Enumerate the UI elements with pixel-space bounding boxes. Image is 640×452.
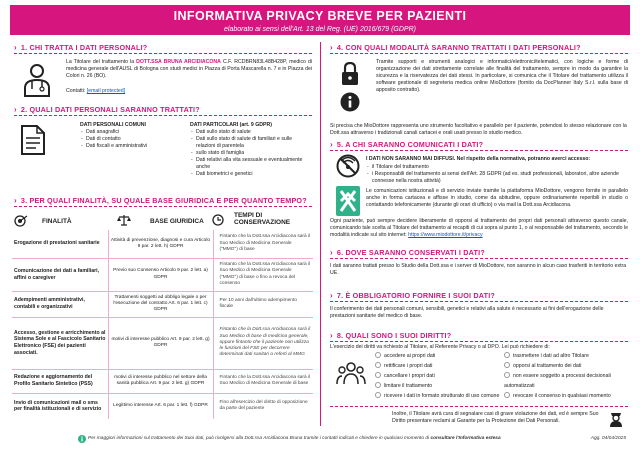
section-5-heading: › 5. A CHI SARANNO COMUNICATI I DATI?	[330, 140, 484, 149]
common-data-title: DATI PERSONALI COMUNI	[80, 122, 146, 128]
doctor-icon	[22, 62, 52, 98]
col-base-header: BASE GIURIDICA	[150, 218, 204, 225]
list-item: - Dati biometrici e genetici	[190, 171, 308, 178]
contacts-line: Contatti: [email protected]	[66, 88, 126, 94]
section-8-lead: L'esercizio dei diritti va richiesto al Titolare, al Referente Privacy o al DPO. Lei può richiedere di:	[330, 344, 550, 350]
section-8-final: Inoltre, il Titolare avrà cura di segnalare casi di grave violazione dei dati, ed è sempre Suo Diritto presentare reclami al Garante per la Protezione dei Dati Personali.	[392, 411, 599, 425]
info-circle-icon	[78, 435, 86, 443]
column-divider	[320, 42, 321, 426]
table-cell: Accesso, gestione e arricchimento al Sistema Sole e al Fascicolo Sanitario Elettronico (FSE) dei pazienti associati.	[12, 317, 108, 369]
bullet-circle-icon	[504, 352, 510, 358]
list-item: - Dati anagrafici	[80, 129, 190, 136]
miodottore-logo-icon	[336, 186, 360, 216]
table-row	[12, 317, 313, 369]
finalita-table	[12, 230, 313, 419]
table-row	[12, 369, 313, 393]
section-1-text: La Titolare del trattamento la DOTT.SSA BRUNA ARCIDIACONA C.F. RCDBRN83L48B428P, medico di medicina generale dell'AUSL di Bologna con studi medici in Piazza di Porta Mascarella n. 7 e in Piazza dei Colori n. 26 (BO).	[66, 59, 313, 80]
table-cell: Attività di prevenzione, diagnosi e cura Articolo 9 par. 2 lett. h) GDPR	[108, 230, 213, 258]
list-item: ricevere i dati in formato strutturato di uso comune	[375, 392, 505, 402]
extended-policy-link[interactable]: consultare l'Informativa estesa	[430, 436, 501, 441]
bullet-circle-icon	[375, 382, 381, 388]
page-title: INFORMATIVA PRIVACY BREVE PER PAZIENTI	[173, 9, 467, 23]
table-cell: Per 10 anni dall'ultimo adempimento fiscale	[213, 291, 313, 317]
section-4-text: Tramite supporti e strumenti analogici e informatici/elettronici/telematici, con logiche e forme di organizzazione dei dati strettamente correlate alle finalità del trattamento, sempre in modo da garantire la sicurezza e la riservatezza dei dati stessi. In particolare, si comunica che il Titolare del trattamento utilizza il software gestionale di segreteria medica online MioDottore (fornito da DocPlanner Italy S.r.l. sulla base di apposito contratto).	[376, 59, 628, 94]
page-subtitle: elaborato ai sensi dell'Art. 13 del Reg. (UE) 2016/679 (GDPR)	[224, 26, 416, 34]
divider	[14, 53, 312, 54]
table-cell: Fintanto che la Dott.ssa Arcidiacona sarà il Suo Medico di base di medicina generale, oppure fintanto che il paziente non utilizza le funzioni del FSE per decorrere determinati dati sanitari o referti al MMG	[213, 317, 313, 369]
group-icon	[336, 360, 366, 386]
list-item: opporsi al trattamento dei dati	[504, 362, 628, 372]
bullet-circle-icon	[375, 372, 381, 378]
section-4-heading: › 4. CON QUALI MODALITÀ SARANNO TRATTATI I DATI PERSONALI?	[330, 43, 581, 52]
section-2-heading: › 2. QUALI DATI PERSONALI SARANNO TRATTATI?	[14, 105, 200, 114]
table-cell: Previo suo Consenso Articolo 9 par. 2 lett. a) GDPR	[108, 258, 213, 291]
table-cell: Invio di comunicazioni mail o sms per finalità istituzionali e di servizio	[14, 399, 102, 413]
col-tempi-header: TEMPI DI CONSERVAZIONE	[234, 212, 291, 227]
divider	[330, 258, 628, 259]
contact-email-link[interactable]: [email protected]	[86, 88, 126, 94]
target-icon	[14, 215, 28, 227]
list-item: accedere ai propri dati	[375, 352, 505, 362]
table-cell: Legittimo interesse Art. 6 par. 1 lett. f) GDPR	[108, 393, 213, 419]
list-item: limitare il trattamento	[375, 382, 505, 392]
bullet-circle-icon	[504, 362, 510, 368]
section-5-lead: I DATI NON SARANNO MAI DIFFUSI. Nel rispetto della normativa, potranno averci accesso: - il Titolare del trattamento - i Responsabili del trattamento ai sensi dell'Art. 28 GDPR (ad es. studi professionali, laboratori, altre aziende connesse nella nostra attività)	[366, 156, 628, 185]
rights-right-list	[504, 352, 628, 401]
section-1-heading: › 1. CHI TRATTA I DATI PERSONALI?	[14, 43, 148, 52]
list-item: - Dati sullo stato di salute di familiari e sulle relazioni di parentela	[190, 136, 308, 150]
section-7-heading: › 7. È OBBLIGATORIO FORNIRE I SUOI DATI?	[330, 291, 496, 300]
info-icon	[340, 92, 360, 112]
table-cell: Fino all'esercizio del diritto di opposizione da parte del paziente	[219, 400, 308, 412]
list-item: - Dati fiscali e amministrativi	[80, 143, 190, 150]
divider	[14, 115, 312, 116]
table-cell: Fintanto che la Dott.ssa Arcidiacona sarà il Suo Medico di Medicina Generale ("MMG") di base	[213, 230, 313, 258]
miodottore-text: Le comunicazioni istituzionali e di servizio inviate tramite la piattaforma MioDottore, vengono fornite in parallelo anche in forma cartacea e affisse in studio, come da abitudine, oppure ordinariamente reperibili in studio o contattando telefonicamente (durante gli orari di ufficio) o via mail la Dott.ssa Arcidiacona.	[366, 188, 628, 209]
special-data-title: DATI PARTICOLARI (art. 9 GDPR)	[190, 122, 272, 128]
divider	[330, 301, 628, 302]
table-row	[12, 230, 313, 258]
clock-icon	[212, 214, 224, 226]
document-icon	[20, 124, 46, 156]
divider	[330, 150, 628, 151]
col-finalita-header: FINALITÀ	[42, 218, 72, 225]
divider	[330, 341, 628, 342]
table-row	[12, 258, 313, 291]
table-cell: motivi di interesse pubblico nel settore della sanità pubblica Art. 9 par. 2 lett. g) GDPR	[108, 369, 213, 393]
list-item: rettificare i propri dati	[375, 362, 505, 372]
list-item: - Dati sullo stato di salute	[190, 129, 308, 136]
section-3-heading: › 3. PER QUALI FINALITÀ, SU QUALE BASE GIURIDICA E PER QUANTO TEMPO?	[14, 196, 307, 205]
list-item: - sullo stato di famiglia	[190, 150, 308, 157]
bullet-circle-icon	[375, 352, 381, 358]
footer-note: Per maggiori informazioni sul trattamento dei Suoi dati, può rivolgersi alla Dott.ssa Arcidiacona Bruna tramite i contatti indicati e chiedere in qualsiasi momento di consultare l'Informativa estesa	[88, 436, 501, 441]
scales-icon	[117, 214, 131, 226]
table-row	[12, 291, 313, 317]
list-item: revocare il consenso in qualsiasi momento	[504, 392, 628, 402]
policy-text: Ogni paziente, può sempre decidere liberamente di opporsi al trattamento dei propri dati personali attraverso questo canale, comunicando tale scelta al Titolare del trattamento ai recapiti di cui sopra al punto 1, o al responsabile del trattamento, secondo le modalità indicate sul sito internet: https://www.miodottore.it/privacy	[330, 218, 628, 239]
table-cell: Fintanto che la Dott.ssa Arcidiacona sarà il Suo Medico di Medicina Generale di base	[213, 369, 313, 393]
no-broadcast-icon	[336, 154, 360, 178]
list-item: - i Responsabili del trattamento ai sensi dell'Art. 28 GDPR (ad es. studi professionali, laboratori, altre aziende connesse nella nostra attività)	[366, 171, 628, 185]
table-row	[12, 393, 313, 419]
table-cell: Trattamenti soggetti ad obbligo legale o per l'esecuzione del contratto Art. 6 par. 1 lett. c) GDPR	[108, 291, 213, 317]
divider	[330, 406, 628, 407]
update-date: Agg. 04/04/2025	[590, 436, 626, 441]
lock-icon	[340, 62, 360, 86]
list-item: trasmettere i dati ad altro Titolare	[504, 352, 628, 362]
table-cell: Adempimenti amministrativi, contabili e organizzativi	[12, 291, 108, 317]
rights-left-list	[375, 352, 505, 401]
table-cell: Comunicazione dei dati a familiari, affini o caregiver	[12, 258, 108, 291]
titolare-name: DOTT.SSA BRUNA ARCIDIACONA	[136, 59, 221, 65]
divider	[330, 53, 628, 54]
bullet-circle-icon	[504, 372, 510, 378]
lawyer-icon	[608, 409, 624, 427]
section-6-text: I dati saranno trattati presso lo Studio della Dott.ssa e i server di MioDottore, non saranno in alcun caso trasferiti in territorio extra UE.	[330, 263, 627, 277]
list-item: - il Titolare del trattamento	[366, 164, 628, 171]
footer	[0, 432, 640, 452]
list-item: - Dati di contatto	[80, 136, 190, 143]
list-item: - Dati relativi alla vita sessuale e eventualmente anche	[190, 157, 308, 171]
section-6-heading: › 6. DOVE SARANNO CONSERVATI I DATI?	[330, 248, 485, 257]
divider	[14, 206, 312, 207]
bullet-circle-icon	[375, 362, 381, 368]
section-8-heading: › 8. QUALI SONO I SUOI DIRITTI?	[330, 331, 452, 340]
table-cell: Erogazione di prestazioni sanitarie	[12, 230, 108, 258]
table-cell: Fintanto che la Dott.ssa Arcidiacona sarà il Suo Medico di Medicina Generale ("MMG") di base o fino a revoca del consenso	[213, 258, 313, 291]
list-item: non essere soggetto a processi decisionali automatizzati	[504, 372, 611, 389]
list-item: cancellare i propri dati	[375, 372, 505, 382]
bullet-circle-icon	[504, 392, 510, 398]
bullet-circle-icon	[375, 392, 381, 398]
section-7-text: Il conferimento dei dati personali comuni, sensibili, genetici e relativi alla salute è necessario ai fini dell'erogazione delle prestazioni sanitarie del medico di base.	[330, 306, 604, 320]
privacy-policy-link[interactable]: https://www.miodottore.it/privacy	[408, 232, 483, 239]
special-data-block	[190, 122, 308, 178]
header-banner	[10, 5, 630, 35]
table-cell: Redazione e aggiornamento del Profilo Sanitario Sintetico (PSS)	[12, 369, 108, 393]
section-4-note: Si precisa che MioDottore rappresenta uno strumento facoltativo e parallelo per il paziente, potendosi lo stesso relazionare con la Dott.ssa attraverso i tradizionali canali cartacei e orali usati presso lo studio medico.	[330, 123, 627, 137]
common-data-block	[80, 122, 190, 150]
table-cell: motivi di interesse pubblico Art. 9 par. 2 lett. g) GDPR	[108, 317, 213, 369]
